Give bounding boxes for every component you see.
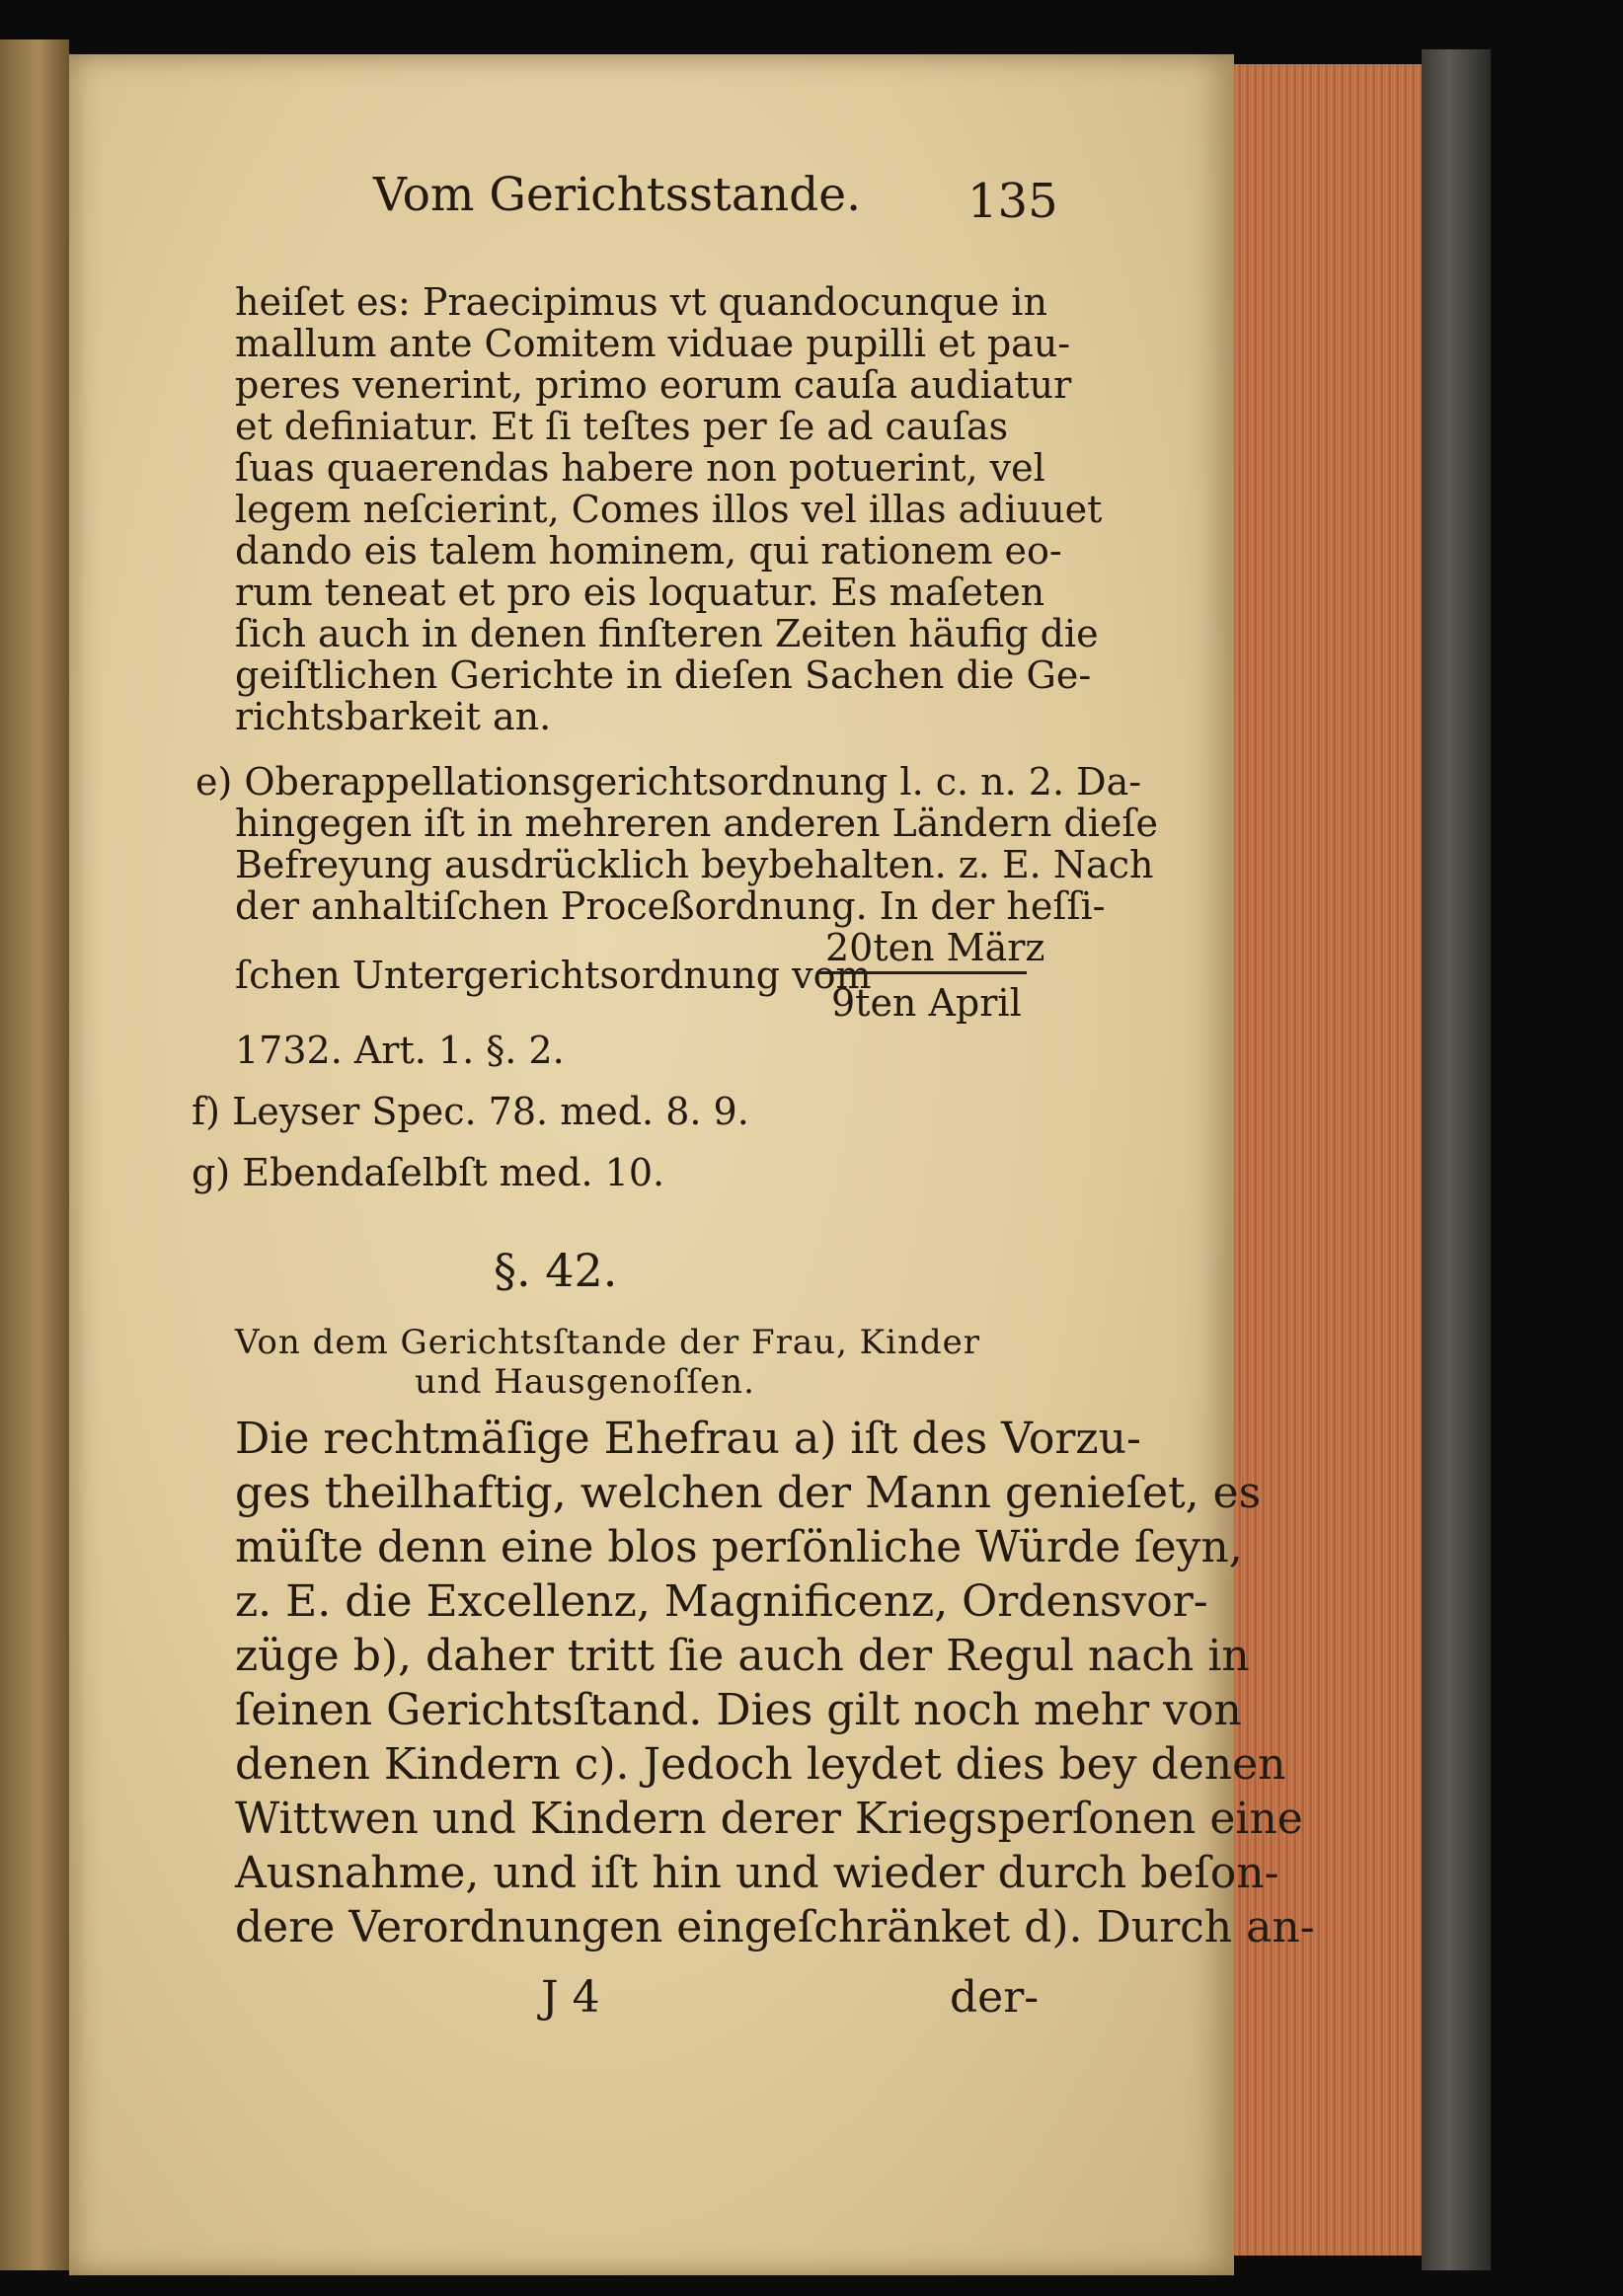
footnote-g: g) Ebendaſelbſt med. 10. (192, 1151, 665, 1194)
quote-line: dando eis talem hominem, qui rationem eo- (235, 529, 1062, 573)
quote-line: ſich auch in denen finſteren Zeiten häufig die (235, 612, 1099, 655)
quote-line: rum teneat et pro eis loquatur. Es maſeten (235, 571, 1045, 614)
catchword: der- (950, 1972, 1040, 2023)
left-page-edge (0, 39, 69, 2270)
running-title: Vom Gerichtsstande. (373, 168, 862, 222)
body-line: ges theilhaftig, welchen der Mann genieſet, es (235, 1468, 1262, 1518)
quote-line: legem neſcierint, Comes illos vel illas adiuuet (235, 488, 1103, 531)
signature-mark: J 4 (541, 1972, 600, 2023)
body-line: Wittwen und Kindern derer Kriegsperſonen eine (235, 1794, 1303, 1844)
footnote-e-line: ſchen Untergerichtsordnung vom (235, 954, 872, 997)
fraction-numerator: 20ten März (825, 926, 1045, 969)
footnote-f: f) Leyser Spec. 78. med. 8. 9. (192, 1090, 749, 1133)
quote-line: richtsbarkeit an. (235, 695, 552, 738)
body-line: ſeinen Gerichtsſtand. Dies gilt noch mehr von (235, 1685, 1242, 1735)
section-title: und Hausgenoſſen. (415, 1362, 755, 1402)
fraction-denominator: 9ten April (831, 981, 1022, 1025)
quote-line: geiſtlichen Gerichte in dieſen Sachen die Ge- (235, 653, 1092, 697)
body-line: dere Verordnungen eingeſchränket d). Durch an- (235, 1902, 1315, 1952)
footnote-e-line: 1732. Art. 1. §. 2. (235, 1029, 565, 1072)
body-line: Die rechtmäſige Ehefrau a) iſt des Vorzu- (235, 1414, 1141, 1464)
book-cover (1422, 49, 1491, 2270)
section-number: §. 42. (494, 1244, 618, 1297)
footnote-e-line: hingegen iſt in mehreren anderen Ländern dieſe (235, 802, 1158, 845)
page-number: 135 (967, 174, 1058, 229)
quote-line: et definiatur. Et ſi teſtes per ſe ad cauſas (235, 405, 1009, 448)
footnote-e-line: Befreyung ausdrücklich beybehalten. z. E. Nach (235, 843, 1154, 886)
quote-line: mallum ante Comitem viduae pupilli et pau- (235, 322, 1071, 365)
quote-line: ſuas quaerendas habere non potuerint, vel (235, 446, 1045, 490)
section-title: Von dem Gerichtsſtande der Frau, Kinder (235, 1323, 980, 1362)
body-line: denen Kindern c). Jedoch leydet dies bey denen (235, 1739, 1286, 1790)
body-line: z. E. die Excellenz, Magnificenz, Ordensvor- (235, 1576, 1208, 1627)
quote-line: peres venerint, primo eorum cauſa audiatur (235, 363, 1072, 407)
quote-line: heiſet es: Praecipimus vt quandocunque in (235, 280, 1047, 324)
footnote-e-line: der anhaltiſchen Proceßordnung. In der heſſi- (235, 884, 1106, 928)
footnote-e-line: e) Oberappellationsgerichtsordnung l. c. n. 2. Da- (195, 760, 1142, 804)
body-line: züge b), daher tritt ſie auch der Regul nach in (235, 1631, 1250, 1681)
body-line: Ausnahme, und iſt hin und wieder durch beſon- (235, 1848, 1279, 1898)
body-line: müſte denn eine blos perſönliche Würde ſeyn, (235, 1522, 1243, 1572)
